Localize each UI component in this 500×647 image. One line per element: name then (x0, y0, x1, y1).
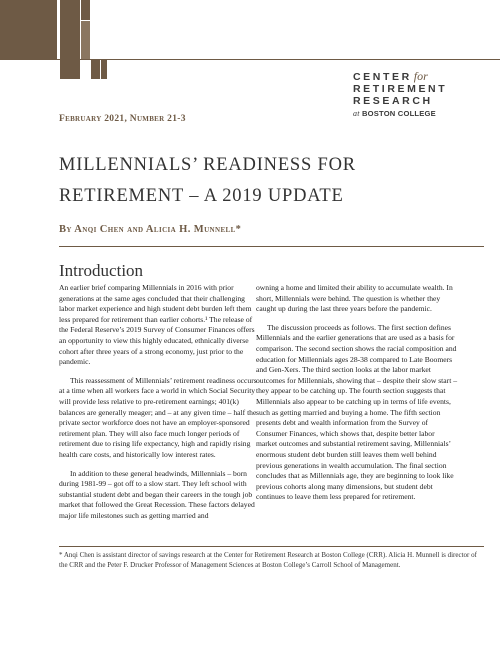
title-line-1: MILLENNIALS’ READINESS FOR (59, 155, 356, 175)
paragraph: owning a home and limited their ability to accumulate wealth. In short, Millennials were behind. The question is whether they caught up during the last three years before the pandemic. (256, 283, 453, 314)
paragraph: In addition to these general headwinds, Millennials – born during 1981-99 – got off to a slow start. They left school with substantial student debt and began their careers in the tough job market that followed the Great Recession. These factors delayed major life milestones such as getting married and (59, 468, 255, 520)
header-block (60, 59, 80, 79)
paragraph: The discussion proceeds as follows. The first section defines Millennials and the earlier generations that are used as a basis for comparison. The second section shows the racial composition and education for Millennials ages 28-38 compared to Late Boomers and Gen-Xers. The third section looks at the labor market outcomes for Millennials, showing that – despite their slow start – they appear to be catching up. The fourth section suggests that Millennials also appear to be catching up in terms of life events, such as getting married and buying a home. The fifth section presents debt and wealth information from the Survey of Consumer Finances, which shows that, despite better labor market outcomes and substantial retirement saving, Millennials’ enormous student debt burden still leaves them well behind previous generations in wealth accumulation. The final section concludes that as Millennials age, they are beginning to look like previous cohorts along many dimensions, but student debt continues to leave them less prepared for retirement. (256, 322, 457, 502)
logo-line-boston-college: at BOSTON COLLEGE (353, 109, 436, 118)
page-title (59, 150, 479, 212)
logo-line-center: CENTER for (353, 69, 428, 83)
header-block (81, 0, 90, 20)
header-block (91, 59, 100, 79)
title-line-2: RETIREMENT – A 2019 UPDATE (59, 186, 344, 206)
footnote: * Anqi Chen is assistant director of savings research at the Center for Retirement Research at Boston College (CRR). Alicia H. Munnell is director of the CRR and the Peter F. Drucker Professor of Management Sciences at Boston College’s Carroll School of Management. (59, 551, 477, 569)
header-block (101, 59, 107, 79)
byline-rule (59, 246, 484, 247)
issue-label: February 2021, Number 21-3 (59, 114, 186, 124)
column-left (59, 283, 260, 529)
header-block (60, 0, 80, 59)
paragraph: An earlier brief comparing Millennials in 2016 with prior generations at the same ages concluded that their challenging labor market experience and high student debt burden left them less prepared for retirement than earlier cohorts.¹ The release of the Federal Reserve’s 2019 Survey of Consumer Finances offers an opportunity to view this highly educated, ethnically diverse cohort after three years of a strong economy, just prior to the pandemic. (59, 283, 255, 367)
logo-line-research: RESEARCH (353, 95, 433, 107)
paragraph: This reassessment of Millennials’ retirement readiness occurs at a time when all workers face a world in which Social Security will provide less relative to pre-retirement earnings; 401(k) balances are generally meager; and – at any given time – half the private sector workforce does not have an employer-sponsored retirement plan. They will also face much longer periods of retirement due to rising life expectancy, high and rapidly rising health care costs, and historically low interest rates. (59, 375, 257, 459)
crr-logo (353, 70, 493, 118)
footnote-rule (59, 546, 484, 547)
header-block-large (0, 0, 57, 59)
header-rule (0, 59, 500, 60)
column-right (256, 283, 457, 511)
header-block (81, 21, 90, 59)
byline: By Anqi Chen and Alicia H. Munnell* (59, 224, 242, 235)
logo-line-retirement: RETIREMENT (353, 83, 448, 95)
section-title: Introduction (59, 261, 144, 280)
